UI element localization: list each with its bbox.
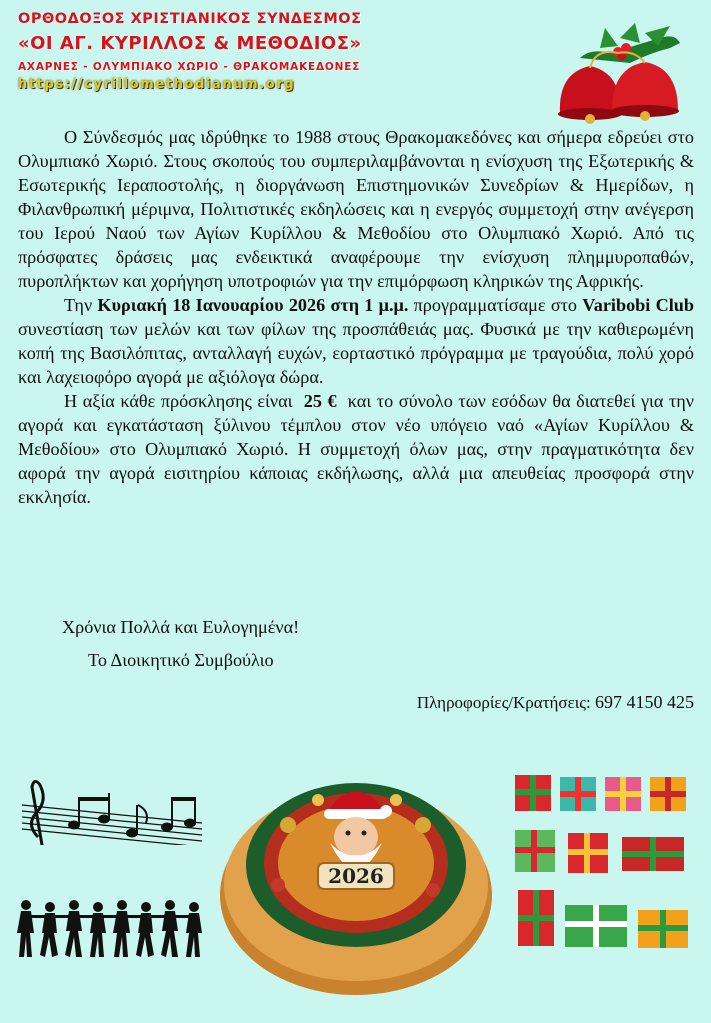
dancers-silhouette-icon [12, 895, 212, 965]
price-intro-text: Η αξία κάθε πρόσκλησης είναι [64, 391, 293, 411]
event-venue: Varibobi Club [582, 295, 695, 315]
org-url[interactable]: https://cyrillomethodianum.org [18, 77, 296, 93]
ticket-price: 25 € [303, 391, 337, 411]
paragraph-event [18, 293, 694, 389]
event-date: Κυριακή 18 Ιανουαρίου 2026 στη 1 μ.μ. [97, 295, 409, 315]
price-description: και το σύνολο των εσόδων θα διατεθεί για την αγορά και εγκατάσταση ξύλινου τέμπλου στον νέο υπόγειο ναό «Αγίων Κυρίλλου & Μεθοδίου» στο Ολυμπιακό Χωριό. Η συμμετοχή όλων μας, στην πραγματικότητα δεν αφορά την αγορά εισιτηρίου κάποιας εκδήλωσης, αλλά μια απευθείας προσφορά στην εκκλησία. [18, 391, 695, 507]
event-text: προγραμματίσαμε στο [413, 295, 578, 315]
gift-boxes-icon [510, 765, 695, 955]
event-description: συνεστίαση των μελών και των φίλων της προσπάθειάς μας. Φυσικά με την καθιερωμένη κοπή της Βασιλόπιτας, ανταλλαγή ευχών, εορταστικό πρόγραμμα με τραγούδια, πολύ χορό και λαχειοφόρο αγορά με αξιόλογα δώρα. [18, 319, 694, 387]
contact-label: Πληροφορίες/Κρατήσεις: [416, 693, 591, 712]
letter-body [18, 125, 694, 509]
contact-info [417, 692, 694, 713]
vasilopita-cake-icon [218, 745, 494, 1001]
paragraph-about: Ο Σύνδεσμός μας ιδρύθηκε το 1988 στους Θρακομακεδόνες και σήμερα εδρεύει στο Ολυμπιακό Χωριό. Στους σκοπούς του συμπεριλαμβάνονται η ενίσχυση της Εξωτερικής & Εσωτερικής Ιεραποστολής, η διοργάνωση Επιστημονικών Συνεδρίων & Ημερίδων, η Φιλανθρωπική μέριμνα, Πολιτιστικές εκδηλώσεις και η ενεργός συμμετοχή στην ανέγερση του Ιερού Ναού των Αγίων Κυρίλλου & Μεθοδίου στο Ολυμπιακό Χωριό. Από τις πρόσφατες δράσεις μας ενδεικτικά αναφέρουμε την ενίσχυση πλημμυροπαθών, πυροπλήκτων και χορήγηση υποτροφιών για την επιμόρφωση κληρικών της Αφρικής. [18, 127, 694, 291]
cake-year-label: 2026 [328, 864, 384, 888]
christmas-bells-icon [550, 18, 690, 126]
greeting: Χρόνια Πολλά και Ευλογημένα! [62, 617, 300, 637]
org-name: ΟΡΘΟΔΟΞΟΣ ΧΡΙΣΤΙΑΝΙΚΟΣ ΣΥΝΔΕΣΜΟΣ [18, 11, 362, 27]
event-intro-text: Την [64, 295, 93, 315]
organization-header [18, 12, 388, 93]
music-notes-icon [12, 775, 212, 845]
contact-phone[interactable]: 697 4150 425 [595, 692, 694, 712]
paragraph-price [18, 389, 694, 509]
signature: Το Διοικητικό Συμβούλιο [88, 650, 274, 670]
org-locations: ΑΧΑΡΝΕΣ - ΟΛΥΜΠΙΑΚΟ ΧΩΡΙΟ - ΘΡΑΚΟΜΑΚΕΔΟΝΕΣ [18, 60, 361, 73]
org-subtitle: «ΟΙ ΑΓ. ΚΥΡΙΛΛΟΣ & ΜΕΘΟΔΙΟΣ» [18, 32, 362, 54]
